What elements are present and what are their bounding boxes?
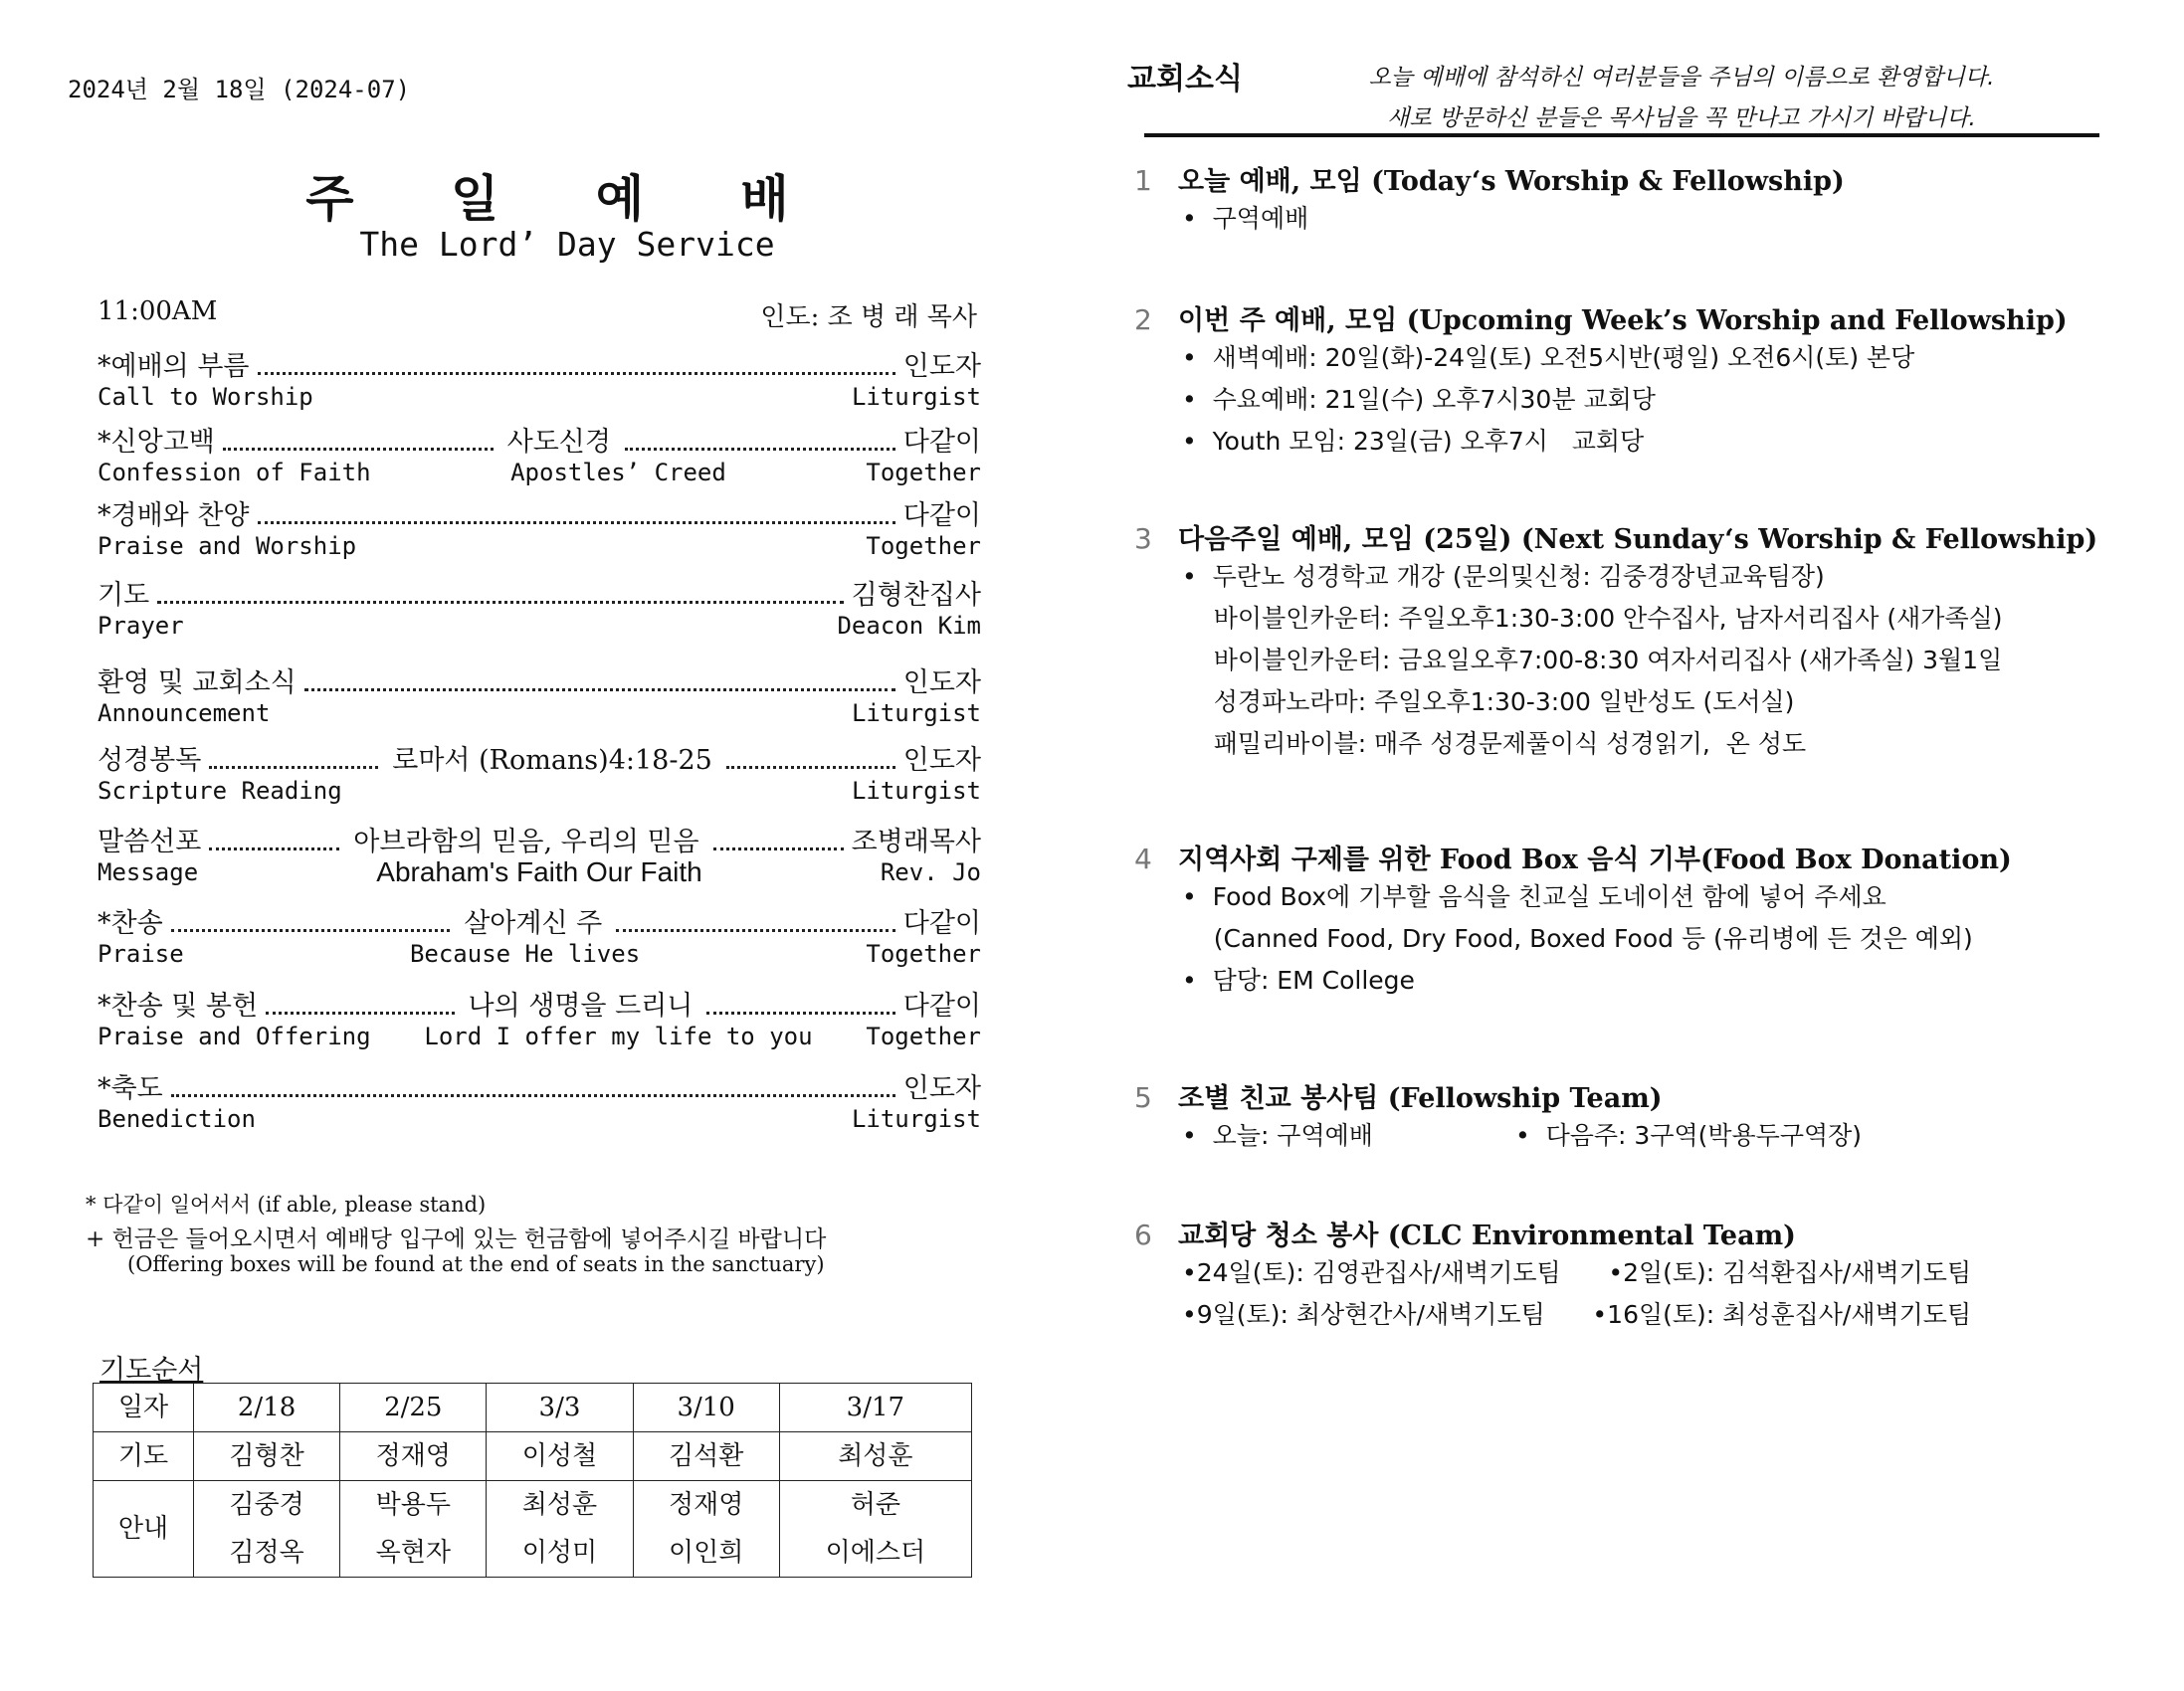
table-cell: 이성미 xyxy=(487,1529,633,1578)
service-time: 11:00AM xyxy=(98,296,218,326)
order-item-name: 말씀선포 xyxy=(98,827,202,857)
news-section-number: 6 xyxy=(1134,1219,1152,1251)
leader-dots xyxy=(223,448,494,451)
order-item-korean-line xyxy=(98,499,981,533)
order-item-name-english: Prayer xyxy=(98,612,184,640)
news-section-number: 2 xyxy=(1134,303,1152,336)
table-cell: 이에스더 xyxy=(779,1529,971,1578)
table-cell: 최성훈 xyxy=(487,1481,633,1530)
news-section-body xyxy=(1134,876,2169,1002)
welcome-line: 오늘 예배에 참석하신 여러분들을 주님의 이름으로 환영합니다. xyxy=(1368,65,1995,91)
welcome-line: 새로 방문하신 분들은 목사님을 꼭 만나고 가시기 바랍니다. xyxy=(1387,105,1976,131)
order-item xyxy=(98,1072,981,1132)
news-section-body xyxy=(1134,1252,2169,1336)
order-item-role: 인도자 xyxy=(902,667,981,698)
order-item-name: *찬송 xyxy=(98,908,163,939)
order-item-role-english: Rev. Jo xyxy=(880,858,981,886)
news-line: •9일(토): 최상현간사/새벽기도팀 •16일(토): 최성훈집사/새벽기도팀 xyxy=(1182,1300,1972,1329)
leader-dots xyxy=(625,448,895,451)
table-cell: 김중경 xyxy=(194,1481,340,1530)
news-line: 바이블인카운터: 주일오후1:30-3:00 안수집사, 남자서리집사 (새가족실) xyxy=(1182,604,2003,633)
news-section xyxy=(1134,1076,2169,1157)
order-item-detail-english: Abraham's Faith Our Faith xyxy=(376,856,702,887)
order-item-english-line xyxy=(98,700,981,726)
table-cell: 3/3 xyxy=(487,1384,633,1432)
order-item-name: *축도 xyxy=(98,1073,163,1104)
news-section-header xyxy=(1134,517,2169,556)
divider xyxy=(1144,133,2099,137)
news-section-header xyxy=(1134,1214,2169,1252)
news-section-number: 4 xyxy=(1134,843,1152,875)
news-line: 바이블인카운터: 금요일오후7:00-8:30 여자서리집사 (새가족실) 3월1일 xyxy=(1182,646,2003,674)
news-section xyxy=(1134,298,2169,463)
news-section xyxy=(1134,1214,2169,1336)
order-item xyxy=(98,826,981,885)
table-row xyxy=(94,1384,972,1432)
news-section-header xyxy=(1134,159,2169,198)
church-news-title: 교회소식 xyxy=(1127,62,1243,96)
leader-dots xyxy=(726,766,895,769)
table-cell: 김정옥 xyxy=(194,1529,340,1578)
news-line: • Food Box에 기부할 음식을 친교실 도네이션 함에 넣어 주세요 xyxy=(1182,882,1886,911)
order-item-role: 조병래목사 xyxy=(851,827,982,857)
table-cell: 김석환 xyxy=(633,1432,779,1481)
table-cell: 김형찬 xyxy=(194,1432,340,1481)
order-item-name-english: Scripture Reading xyxy=(98,777,342,805)
order-item-name: *예배의 부름 xyxy=(98,351,250,382)
table-cell: 일자 xyxy=(94,1384,194,1432)
table-cell: 3/10 xyxy=(633,1384,779,1432)
table-cell: 안내 xyxy=(94,1481,194,1578)
order-item-english-line xyxy=(98,460,981,485)
order-item-korean-line xyxy=(98,907,981,941)
order-item-name-english: Praise xyxy=(98,940,184,968)
leader-dots xyxy=(157,601,843,604)
news-section-number: 1 xyxy=(1134,164,1152,197)
news-line: • 새벽예배: 20일(화)-24일(토) 오전5시반(평일) 오전6시(토) 본당 xyxy=(1182,343,1915,372)
order-item-detail-english: Apostles’ Creed xyxy=(510,459,726,486)
table-cell: 이성철 xyxy=(487,1432,633,1481)
table-row xyxy=(94,1529,972,1578)
news-section-body xyxy=(1134,198,2169,240)
leader-dots xyxy=(713,847,844,850)
order-item-name: *찬송 및 봉헌 xyxy=(98,991,259,1022)
order-item-english-line xyxy=(98,1024,981,1049)
order-item-role-english: Liturgist xyxy=(851,699,981,727)
order-item-korean-line xyxy=(98,666,981,700)
news-line: •24일(토): 김영관집사/새벽기도팀 •2일(토): 김석환집사/새벽기도팀 xyxy=(1182,1258,1972,1287)
order-item xyxy=(98,666,981,726)
order-item-name-english: Benediction xyxy=(98,1105,256,1133)
service-title-korean: 주 일 예 배 xyxy=(305,169,829,228)
table-row xyxy=(94,1432,972,1481)
news-section-body xyxy=(1134,337,2169,463)
news-line: • 두란노 성경학교 개강 (문의및신청: 김중경장년교육팀장) xyxy=(1182,562,1825,591)
order-item-korean-line xyxy=(98,350,981,384)
news-section-title: 다음주일 예배, 모임 (25일) (Next Sunday‘s Worship & Fellowship) xyxy=(1178,524,2098,555)
order-item-english-line xyxy=(98,778,981,804)
order-item xyxy=(98,499,981,559)
leader-dots xyxy=(706,1012,894,1015)
order-item-korean-line xyxy=(98,579,981,613)
news-section xyxy=(1134,517,2169,765)
order-item-role: 김형찬집사 xyxy=(851,580,981,611)
order-item-role-english: Liturgist xyxy=(851,383,981,411)
order-item-name-english: Praise and Worship xyxy=(98,532,357,560)
table-row xyxy=(94,1481,972,1530)
order-item-role: 다같이 xyxy=(902,908,982,939)
table-cell: 정재영 xyxy=(340,1432,487,1481)
news-line: • 수요예배: 21일(수) 오후7시30분 교회당 xyxy=(1182,385,1656,414)
order-item xyxy=(98,744,981,804)
order-item-name: 성경봉독 xyxy=(98,745,202,776)
leader-dots xyxy=(209,847,339,850)
order-item-role: 다같이 xyxy=(902,427,981,458)
order-item-english-line xyxy=(98,384,981,410)
order-item-detail: 사도신경 xyxy=(506,427,611,458)
offering-note: + 헌금은 들어오시면서 예배당 입구에 있는 헌금함에 넣어주시길 바랍니다 xyxy=(86,1226,827,1252)
leader-dots xyxy=(258,372,895,375)
order-item-detail: 로마서 (Romans)4:18-25 xyxy=(392,745,712,776)
leader-dots xyxy=(304,688,895,691)
prayer-schedule-title: 기도순서 xyxy=(99,1355,204,1386)
order-item xyxy=(98,579,981,639)
table-cell: 3/17 xyxy=(779,1384,971,1432)
order-item-role: 다같이 xyxy=(902,500,981,531)
order-item-role-english: Together xyxy=(866,1023,981,1050)
order-item-detail: 나의 생명을 드리니 xyxy=(468,991,694,1022)
news-line: (Canned Food, Dry Food, Boxed Food 등 (유리병에 든 것은 예외) xyxy=(1182,924,1973,953)
table-cell: 2/18 xyxy=(194,1384,340,1432)
leader-dots xyxy=(171,929,451,932)
order-item xyxy=(98,350,981,410)
order-item-english-line xyxy=(98,533,981,559)
news-line: 패밀리바이블: 매주 성경문제풀이식 성경읽기, 온 성도 xyxy=(1182,729,1807,758)
order-item-korean-line xyxy=(98,1072,981,1106)
stand-note: * 다같이 일어서서 (if able, please stand) xyxy=(86,1193,487,1217)
table-cell: 옥현자 xyxy=(340,1529,487,1578)
leader-dots xyxy=(616,929,895,932)
prayer-schedule-table xyxy=(93,1383,972,1578)
news-section-header xyxy=(1134,1076,2169,1115)
order-item-english-line xyxy=(98,1106,981,1132)
order-item-name: 환영 및 교회소식 xyxy=(98,667,297,698)
order-item-name-english: Praise and Offering xyxy=(98,1023,371,1050)
news-section-number: 3 xyxy=(1134,522,1152,555)
leader-dots xyxy=(266,1012,454,1015)
news-section-header xyxy=(1134,298,2169,337)
order-item-role: 다같이 xyxy=(902,991,981,1022)
welcome-message xyxy=(1313,58,2050,139)
news-section-title: 지역사회 구제를 위한 Food Box 음식 기부(Food Box Donation) xyxy=(1178,845,2012,875)
news-section-title: 오늘 예배, 모임 (Today‘s Worship & Fellowship) xyxy=(1178,166,1845,197)
order-item-name: *경배와 찬양 xyxy=(98,500,250,531)
order-item-detail: 살아계신 주 xyxy=(464,908,603,939)
order-item-name: *신앙고백 xyxy=(98,427,215,458)
news-section-title: 이번 주 예배, 모임 (Upcoming Week’s Worship and Fellowship) xyxy=(1178,305,2068,336)
news-section-header xyxy=(1134,838,2169,876)
news-line: 성경파노라마: 주일오후1:30-3:00 일반성도 (도서실) xyxy=(1182,687,1795,716)
order-item-detail-english: Because He lives xyxy=(409,940,641,968)
order-item-name-english: Message xyxy=(98,858,199,886)
order-item-english-line xyxy=(98,613,981,639)
news-line: • Youth 모임: 23일(금) 오후7시 교회당 xyxy=(1182,427,1645,456)
order-item-detail-english: Lord I offer my life to you xyxy=(424,1023,813,1050)
leader-dots xyxy=(171,1094,895,1097)
table-cell: 기도 xyxy=(94,1432,194,1481)
order-item-korean-line xyxy=(98,744,981,778)
news-line: • 오늘: 구역예배 • 다음주: 3구역(박용두구역장) xyxy=(1182,1121,1863,1150)
news-section xyxy=(1134,159,2169,240)
order-item-korean-line xyxy=(98,990,981,1024)
leader-dots xyxy=(258,521,895,524)
news-section xyxy=(1134,838,2169,1002)
order-item-role: 인도자 xyxy=(902,745,981,776)
news-section-body xyxy=(1134,556,2169,765)
table-cell: 이인희 xyxy=(633,1529,779,1578)
order-item-role-english: Liturgist xyxy=(851,777,981,805)
service-leader: 인도: 조 병 래 목사 xyxy=(760,302,977,332)
order-item xyxy=(98,907,981,967)
order-item-english-line xyxy=(98,941,981,967)
table-cell: 허준 xyxy=(779,1481,971,1530)
news-section-body xyxy=(1134,1115,2169,1157)
order-item xyxy=(98,990,981,1049)
table-cell: 최성훈 xyxy=(779,1432,971,1481)
order-item-role-english: Together xyxy=(866,532,981,560)
order-item-english-line xyxy=(98,856,981,887)
offering-note-english: (Offering boxes will be found at the end of seats in the sanctuary) xyxy=(127,1252,825,1276)
bulletin-date: 2024년 2월 18일 (2024-07) xyxy=(68,76,411,103)
leader-dots xyxy=(209,766,378,769)
order-item-role-english: Together xyxy=(866,459,981,486)
service-title-english: The Lord’ Day Service xyxy=(359,225,775,264)
order-item-role-english: Deacon Kim xyxy=(837,612,981,640)
news-section-number: 5 xyxy=(1134,1081,1152,1114)
order-item-korean-line xyxy=(98,426,981,460)
order-item-role-english: Liturgist xyxy=(851,1105,981,1133)
order-item-role: 인도자 xyxy=(902,1073,981,1104)
order-item-name-english: Announcement xyxy=(98,699,271,727)
order-item-korean-line xyxy=(98,826,981,859)
news-section-title: 교회당 청소 봉사 (CLC Environmental Team) xyxy=(1178,1221,1796,1251)
order-item-name: 기도 xyxy=(98,580,150,611)
table-cell: 박용두 xyxy=(340,1481,487,1530)
order-item xyxy=(98,426,981,485)
news-section-title: 조별 친교 봉사팀 (Fellowship Team) xyxy=(1178,1083,1663,1114)
table-cell: 2/25 xyxy=(340,1384,487,1432)
news-line: • 담당: EM College xyxy=(1182,966,1415,995)
table-cell: 정재영 xyxy=(633,1481,779,1530)
order-item-role-english: Together xyxy=(866,940,981,968)
order-item-name-english: Call to Worship xyxy=(98,383,313,411)
order-item-role: 인도자 xyxy=(902,351,981,382)
order-item-name-english: Confession of Faith xyxy=(98,459,371,486)
order-item-detail: 아브라함의 믿음, 우리의 믿음 xyxy=(353,827,699,857)
news-line: • 구역예배 xyxy=(1182,204,1309,233)
